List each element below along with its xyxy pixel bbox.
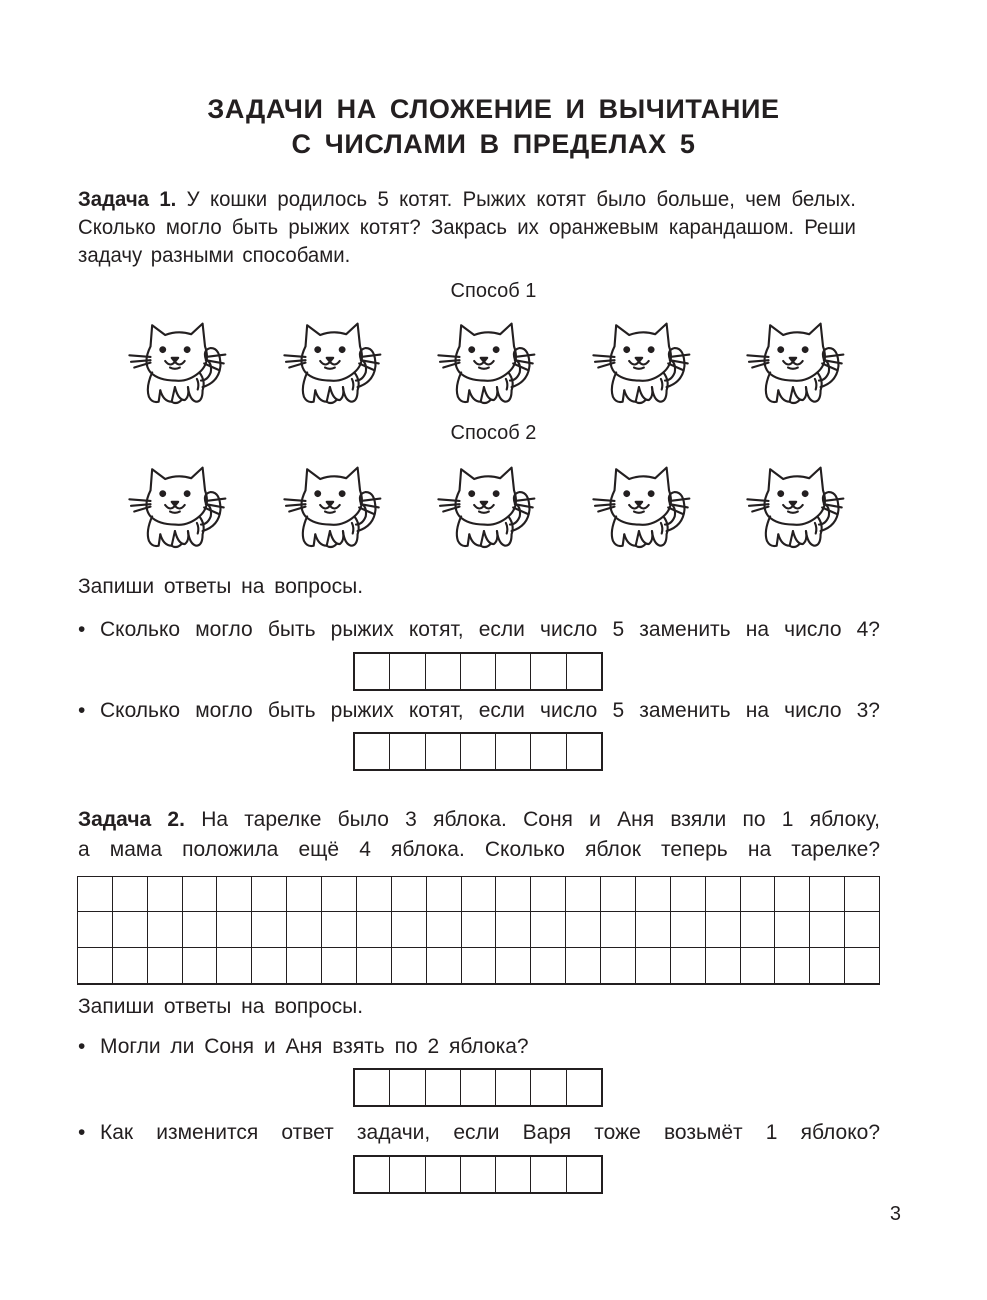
answer-cell[interactable]	[355, 1157, 390, 1192]
cat-outline-icon[interactable]	[582, 304, 704, 414]
task2-statement-line-2: а мама положила ещё 4 яблока. Сколько яблок теперь на тарелке?	[78, 838, 880, 861]
title-line-2: С ЧИСЛАМИ В ПРЕДЕЛАХ 5	[291, 129, 696, 159]
grid-cell[interactable]	[810, 877, 845, 912]
grid-cell[interactable]	[775, 877, 810, 912]
answer-cell[interactable]	[426, 1157, 461, 1192]
answer-cell[interactable]	[496, 654, 531, 689]
grid-cell[interactable]	[287, 877, 322, 912]
grid-cell[interactable]	[113, 877, 148, 912]
grid-cell[interactable]	[392, 948, 427, 983]
cat-outline-icon[interactable]	[427, 448, 549, 558]
task1-text: У кошки родилось 5 котят. Рыжих котят было больше, чем белых. Сколько могло быть рыжих котят? Закрась их оранжевым карандашом. Реши задачу разными способами.	[78, 188, 856, 267]
grid-cell[interactable]	[357, 948, 392, 983]
answer-cell[interactable]	[567, 1070, 603, 1105]
answer-cell[interactable]	[426, 654, 461, 689]
grid-cell[interactable]	[636, 877, 671, 912]
method-1-cats	[118, 304, 858, 414]
task2-statement-line-1: Задача 2. На тарелке было 3 яблока. Соня и Аня взяли по 1 яблоку,	[78, 808, 880, 831]
task1-instructions: Запиши ответы на вопросы.	[78, 575, 364, 598]
grid-cell[interactable]	[706, 877, 741, 912]
grid-cell[interactable]	[287, 948, 322, 983]
solution-grid[interactable]	[77, 876, 880, 985]
task1-label: Задача 1.	[78, 188, 177, 211]
answer-cell[interactable]	[496, 1070, 531, 1105]
grid-cell[interactable]	[496, 877, 531, 912]
answer-box[interactable]	[353, 1155, 603, 1194]
grid-cell[interactable]	[531, 912, 566, 947]
cat-outline-icon[interactable]	[582, 448, 704, 558]
grid-cell[interactable]	[427, 912, 462, 947]
answer-cell[interactable]	[390, 1157, 425, 1192]
answer-cell[interactable]	[461, 734, 496, 769]
grid-cell[interactable]	[392, 877, 427, 912]
cat-outline-icon[interactable]	[273, 448, 395, 558]
grid-cell[interactable]	[775, 912, 810, 947]
grid-cell[interactable]	[148, 877, 183, 912]
answer-cell[interactable]	[461, 1157, 496, 1192]
grid-cell[interactable]	[741, 877, 776, 912]
answer-cell[interactable]	[390, 654, 425, 689]
cat-outline-icon[interactable]	[118, 448, 240, 558]
grid-cell[interactable]	[706, 912, 741, 947]
answer-cell[interactable]	[461, 1070, 496, 1105]
cat-outline-icon[interactable]	[273, 304, 395, 414]
grid-cell[interactable]	[252, 912, 287, 947]
page-number: 3	[889, 1203, 901, 1225]
task2-question-1: • Могли ли Соня и Аня взять по 2 яблока?	[78, 1033, 618, 1061]
page-title	[0, 92, 987, 162]
cat-outline-icon[interactable]	[736, 304, 858, 414]
grid-cell[interactable]	[845, 877, 880, 912]
method-2-label: Способ 2	[450, 422, 537, 444]
grid-cell[interactable]	[217, 948, 252, 983]
grid-cell[interactable]	[810, 912, 845, 947]
grid-cell[interactable]	[741, 912, 776, 947]
grid-cell[interactable]	[810, 948, 845, 983]
title-line-1: ЗАДАЧИ НА СЛОЖЕНИЕ И ВЫЧИТАНИЕ	[207, 94, 780, 124]
grid-cell[interactable]	[531, 948, 566, 983]
answer-cell[interactable]	[567, 654, 603, 689]
grid-cell[interactable]	[601, 877, 636, 912]
answer-box[interactable]	[353, 1068, 603, 1107]
answer-box[interactable]	[353, 732, 603, 771]
grid-cell[interactable]	[78, 948, 113, 983]
answer-box[interactable]	[353, 652, 603, 691]
bullet-icon: •	[78, 618, 86, 641]
grid-cell[interactable]	[496, 912, 531, 947]
grid-cell[interactable]	[671, 877, 706, 912]
grid-cell[interactable]	[706, 948, 741, 983]
grid-cell[interactable]	[636, 912, 671, 947]
grid-cell[interactable]	[427, 948, 462, 983]
grid-cell[interactable]	[183, 948, 218, 983]
grid-cell[interactable]	[566, 877, 601, 912]
grid-cell[interactable]	[148, 948, 183, 983]
bullet-icon: •	[78, 699, 86, 722]
grid-cell[interactable]	[183, 877, 218, 912]
method-1-label: Способ 1	[450, 280, 537, 302]
grid-cell[interactable]	[636, 948, 671, 983]
answer-cell[interactable]	[567, 1157, 603, 1192]
grid-cell[interactable]	[322, 948, 357, 983]
answer-cell[interactable]	[531, 654, 566, 689]
answer-cell[interactable]	[426, 1070, 461, 1105]
answer-cell[interactable]	[496, 1157, 531, 1192]
answer-cell[interactable]	[531, 734, 566, 769]
grid-cell[interactable]	[113, 948, 148, 983]
grid-cell[interactable]	[217, 912, 252, 947]
grid-cell[interactable]	[601, 912, 636, 947]
answer-cell[interactable]	[390, 1070, 425, 1105]
grid-cell[interactable]	[392, 912, 427, 947]
answer-cell[interactable]	[426, 734, 461, 769]
grid-cell[interactable]	[183, 912, 218, 947]
cat-outline-icon[interactable]	[736, 448, 858, 558]
grid-cell[interactable]	[357, 877, 392, 912]
answer-cell[interactable]	[355, 1070, 390, 1105]
bullet-icon: •	[78, 1121, 86, 1144]
answer-cell[interactable]	[461, 654, 496, 689]
grid-cell[interactable]	[462, 912, 497, 947]
task1-question-1: • Сколько могло быть рыжих котят, если число 5 заменить на число 4?	[78, 616, 880, 644]
grid-cell[interactable]	[357, 912, 392, 947]
grid-cell[interactable]	[775, 948, 810, 983]
grid-cell[interactable]	[78, 912, 113, 947]
grid-cell[interactable]	[566, 948, 601, 983]
task2-question-2: • Как изменится ответ задачи, если Варя тоже возьмёт 1 яблоко?	[78, 1119, 880, 1147]
grid-cell[interactable]	[671, 912, 706, 947]
answer-cell[interactable]	[531, 1070, 566, 1105]
grid-cell[interactable]	[287, 912, 322, 947]
answer-cell[interactable]	[355, 734, 390, 769]
answer-cell[interactable]	[531, 1157, 566, 1192]
grid-cell[interactable]	[113, 912, 148, 947]
method-2-cats	[118, 448, 858, 558]
grid-cell[interactable]	[322, 877, 357, 912]
grid-cell[interactable]	[252, 948, 287, 983]
answer-cell[interactable]	[496, 734, 531, 769]
grid-cell[interactable]	[148, 912, 183, 947]
grid-cell[interactable]	[78, 877, 113, 912]
task1-question-2: • Сколько могло быть рыжих котят, если число 5 заменить на число 3?	[78, 697, 880, 725]
task2-instructions: Запиши ответы на вопросы.	[78, 995, 364, 1018]
grid-cell[interactable]	[531, 877, 566, 912]
task2-label: Задача 2.	[78, 808, 185, 831]
grid-cell[interactable]	[741, 948, 776, 983]
grid-cell[interactable]	[462, 877, 497, 912]
answer-cell[interactable]	[355, 654, 390, 689]
answer-cell[interactable]	[567, 734, 603, 769]
task1-statement	[78, 186, 856, 270]
grid-cell[interactable]	[845, 912, 880, 947]
grid-cell[interactable]	[462, 948, 497, 983]
grid-cell[interactable]	[671, 948, 706, 983]
cat-outline-icon[interactable]	[427, 304, 549, 414]
cat-outline-icon[interactable]	[118, 304, 240, 414]
grid-cell[interactable]	[496, 948, 531, 983]
grid-cell[interactable]	[252, 877, 287, 912]
grid-cell[interactable]	[566, 912, 601, 947]
grid-cell[interactable]	[217, 877, 252, 912]
grid-cell[interactable]	[427, 877, 462, 912]
bullet-icon: •	[78, 1035, 86, 1058]
grid-cell[interactable]	[601, 948, 636, 983]
answer-cell[interactable]	[390, 734, 425, 769]
grid-cell[interactable]	[845, 948, 880, 983]
grid-cell[interactable]	[322, 912, 357, 947]
